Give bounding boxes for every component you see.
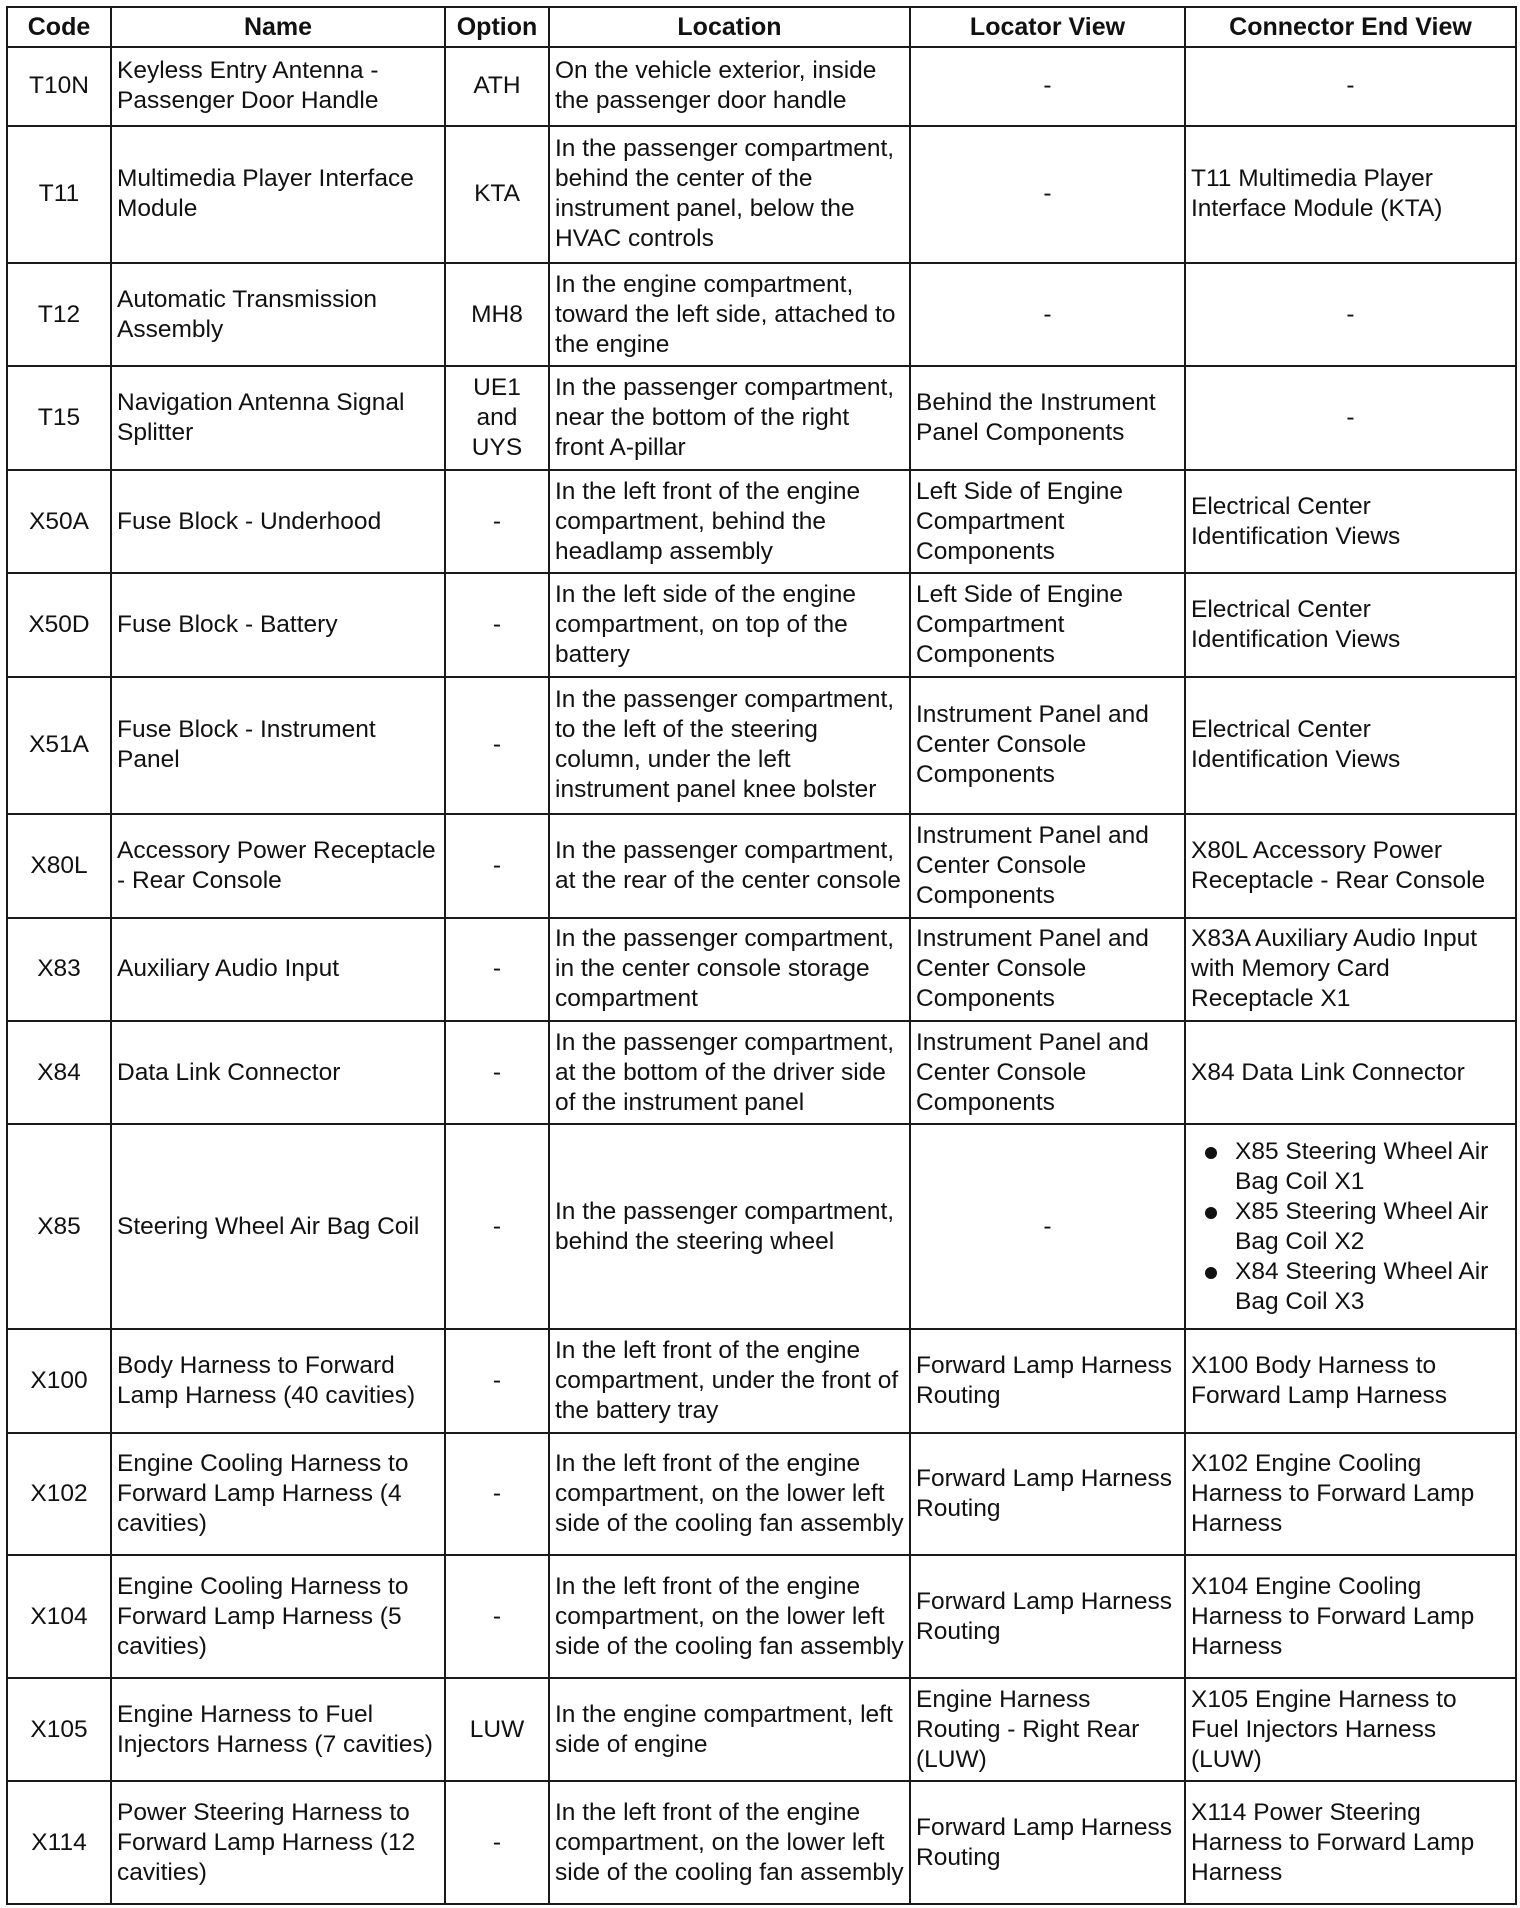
cell-locator-view: Instrument Panel and Center Console Components xyxy=(910,814,1185,917)
cell-code: X50A xyxy=(7,470,111,573)
cell-name: Data Link Connector xyxy=(111,1021,445,1124)
cell-connector-end-view: X114 Power Steering Harness to Forward Lamp Harness xyxy=(1185,1781,1516,1904)
cell-connector-end-view: X105 Engine Harness to Fuel Injectors Harness (LUW) xyxy=(1185,1678,1516,1781)
table-row xyxy=(7,126,1516,263)
cell-option: - xyxy=(445,1124,549,1329)
cell-name: Automatic Transmission Assembly xyxy=(111,263,445,366)
cell-locator-view: Forward Lamp Harness Routing xyxy=(910,1781,1185,1904)
cell-location: In the left front of the engine compartment, on the lower left side of the cooling fan assembly xyxy=(549,1781,910,1904)
cell-code: T11 xyxy=(7,126,111,263)
header-code: Code xyxy=(7,7,111,47)
cell-locator-view: Behind the Instrument Panel Components xyxy=(910,366,1185,469)
header-name: Name xyxy=(111,7,445,47)
cell-name: Auxiliary Audio Input xyxy=(111,918,445,1021)
table-row xyxy=(7,263,1516,366)
cell-code: X102 xyxy=(7,1433,111,1556)
cell-locator-view: - xyxy=(910,47,1185,126)
cell-location: In the passenger compartment, behind the steering wheel xyxy=(549,1124,910,1329)
table-row xyxy=(7,918,1516,1021)
end-view-list-item xyxy=(1213,1257,1510,1317)
table-row xyxy=(7,1021,1516,1124)
header-row xyxy=(7,7,1516,47)
cell-location: In the passenger compartment, at the bottom of the driver side of the instrument panel xyxy=(549,1021,910,1124)
bullet-icon xyxy=(1205,1207,1217,1219)
cell-location: On the vehicle exterior, inside the passenger door handle xyxy=(549,47,910,126)
cell-option: - xyxy=(445,918,549,1021)
table-row xyxy=(7,1678,1516,1781)
cell-option: - xyxy=(445,677,549,814)
cell-option: - xyxy=(445,1021,549,1124)
cell-connector-end-view: T11 Multimedia Player Interface Module (KTA) xyxy=(1185,126,1516,263)
cell-locator-view: Instrument Panel and Center Console Components xyxy=(910,918,1185,1021)
cell-connector-end-view: X100 Body Harness to Forward Lamp Harness xyxy=(1185,1329,1516,1432)
cell-name: Fuse Block - Battery xyxy=(111,573,445,676)
cell-location: In the left front of the engine compartment, on the lower left side of the cooling fan assembly xyxy=(549,1433,910,1556)
cell-connector-end-view: X83A Auxiliary Audio Input with Memory Card Receptacle X1 xyxy=(1185,918,1516,1021)
cell-connector-end-view: X80L Accessory Power Receptacle - Rear Console xyxy=(1185,814,1516,917)
table-row xyxy=(7,47,1516,126)
cell-name: Steering Wheel Air Bag Coil xyxy=(111,1124,445,1329)
cell-location: In the engine compartment, left side of engine xyxy=(549,1678,910,1781)
cell-name: Fuse Block - Instrument Panel xyxy=(111,677,445,814)
table-row xyxy=(7,677,1516,814)
cell-option: - xyxy=(445,1329,549,1432)
cell-code: T15 xyxy=(7,366,111,469)
cell-location: In the engine compartment, toward the left side, attached to the engine xyxy=(549,263,910,366)
table-row xyxy=(7,1555,1516,1678)
cell-option: - xyxy=(445,1433,549,1556)
table-row xyxy=(7,1329,1516,1432)
header-location: Location xyxy=(549,7,910,47)
table-row xyxy=(7,1124,1516,1329)
cell-locator-view: Instrument Panel and Center Console Components xyxy=(910,677,1185,814)
header-locator-view: Locator View xyxy=(910,7,1185,47)
cell-connector-end-view: X102 Engine Cooling Harness to Forward Lamp Harness xyxy=(1185,1433,1516,1556)
table-row xyxy=(7,1433,1516,1556)
cell-location: In the passenger compartment, to the left of the steering column, under the left instrument panel knee bolster xyxy=(549,677,910,814)
cell-locator-view: - xyxy=(910,1124,1185,1329)
cell-option: ATH xyxy=(445,47,549,126)
cell-code: X104 xyxy=(7,1555,111,1678)
cell-code: X100 xyxy=(7,1329,111,1432)
cell-code: T12 xyxy=(7,263,111,366)
table-row xyxy=(7,470,1516,573)
cell-code: X50D xyxy=(7,573,111,676)
cell-code: X85 xyxy=(7,1124,111,1329)
end-view-item-text: X85 Steering Wheel Air Bag Coil X1 xyxy=(1235,1137,1489,1195)
cell-option: - xyxy=(445,470,549,573)
cell-name: Engine Harness to Fuel Injectors Harness (7 cavities) xyxy=(111,1678,445,1781)
cell-locator-view: Instrument Panel and Center Console Components xyxy=(910,1021,1185,1124)
cell-locator-view: - xyxy=(910,126,1185,263)
cell-locator-view: Left Side of Engine Compartment Components xyxy=(910,573,1185,676)
cell-location: In the left front of the engine compartment, on the lower left side of the cooling fan assembly xyxy=(549,1555,910,1678)
cell-locator-view: Forward Lamp Harness Routing xyxy=(910,1329,1185,1432)
cell-option: KTA xyxy=(445,126,549,263)
table-body xyxy=(7,47,1516,1904)
cell-name: Body Harness to Forward Lamp Harness (40 cavities) xyxy=(111,1329,445,1432)
cell-code: X114 xyxy=(7,1781,111,1904)
cell-locator-view: Forward Lamp Harness Routing xyxy=(910,1555,1185,1678)
cell-name: Navigation Antenna Signal Splitter xyxy=(111,366,445,469)
cell-location: In the passenger compartment, at the rear of the center console xyxy=(549,814,910,917)
cell-code: X105 xyxy=(7,1678,111,1781)
cell-option: - xyxy=(445,573,549,676)
bullet-icon xyxy=(1205,1267,1217,1279)
cell-option: LUW xyxy=(445,1678,549,1781)
cell-connector-end-view: - xyxy=(1185,47,1516,126)
cell-connector-end-view: - xyxy=(1185,263,1516,366)
cell-code: X80L xyxy=(7,814,111,917)
cell-name: Keyless Entry Antenna - Passenger Door Handle xyxy=(111,47,445,126)
cell-location: In the left front of the engine compartment, behind the headlamp assembly xyxy=(549,470,910,573)
cell-code: X83 xyxy=(7,918,111,1021)
cell-connector-end-view xyxy=(1185,1124,1516,1329)
cell-name: Fuse Block - Underhood xyxy=(111,470,445,573)
cell-name: Accessory Power Receptacle - Rear Console xyxy=(111,814,445,917)
table-row xyxy=(7,1781,1516,1904)
end-view-list-item xyxy=(1213,1197,1510,1257)
cell-connector-end-view: Electrical Center Identification Views xyxy=(1185,573,1516,676)
header-connector-end-view: Connector End View xyxy=(1185,7,1516,47)
table-row xyxy=(7,366,1516,469)
table-row xyxy=(7,814,1516,917)
cell-connector-end-view: - xyxy=(1185,366,1516,469)
end-view-item-text: X85 Steering Wheel Air Bag Coil X2 xyxy=(1235,1197,1489,1255)
cell-code: X84 xyxy=(7,1021,111,1124)
cell-locator-view: Forward Lamp Harness Routing xyxy=(910,1433,1185,1556)
header-option: Option xyxy=(445,7,549,47)
cell-option: - xyxy=(445,1555,549,1678)
cell-locator-view: Left Side of Engine Compartment Components xyxy=(910,470,1185,573)
cell-name: Engine Cooling Harness to Forward Lamp Harness (4 cavities) xyxy=(111,1433,445,1556)
cell-location: In the passenger compartment, near the bottom of the right front A-pillar xyxy=(549,366,910,469)
cell-code: T10N xyxy=(7,47,111,126)
end-view-list xyxy=(1191,1137,1510,1317)
cell-option: UE1 and UYS xyxy=(445,366,549,469)
cell-connector-end-view: Electrical Center Identification Views xyxy=(1185,470,1516,573)
table-row xyxy=(7,573,1516,676)
cell-name: Multimedia Player Interface Module xyxy=(111,126,445,263)
cell-location: In the left front of the engine compartment, under the front of the battery tray xyxy=(549,1329,910,1432)
cell-option: - xyxy=(445,814,549,917)
cell-code: X51A xyxy=(7,677,111,814)
cell-connector-end-view: Electrical Center Identification Views xyxy=(1185,677,1516,814)
cell-option: MH8 xyxy=(445,263,549,366)
cell-option: - xyxy=(445,1781,549,1904)
cell-connector-end-view: X104 Engine Cooling Harness to Forward Lamp Harness xyxy=(1185,1555,1516,1678)
cell-connector-end-view: X84 Data Link Connector xyxy=(1185,1021,1516,1124)
cell-name: Engine Cooling Harness to Forward Lamp Harness (5 cavities) xyxy=(111,1555,445,1678)
cell-location: In the passenger compartment, behind the center of the instrument panel, below the HVAC controls xyxy=(549,126,910,263)
end-view-list-item xyxy=(1213,1137,1510,1197)
cell-location: In the passenger compartment, in the center console storage compartment xyxy=(549,918,910,1021)
bullet-icon xyxy=(1205,1147,1217,1159)
cell-locator-view: - xyxy=(910,263,1185,366)
end-view-item-text: X84 Steering Wheel Air Bag Coil X3 xyxy=(1235,1257,1489,1315)
component-locator-table xyxy=(6,6,1517,1905)
cell-location: In the left side of the engine compartment, on top of the battery xyxy=(549,573,910,676)
cell-name: Power Steering Harness to Forward Lamp Harness (12 cavities) xyxy=(111,1781,445,1904)
cell-locator-view: Engine Harness Routing - Right Rear (LUW) xyxy=(910,1678,1185,1781)
